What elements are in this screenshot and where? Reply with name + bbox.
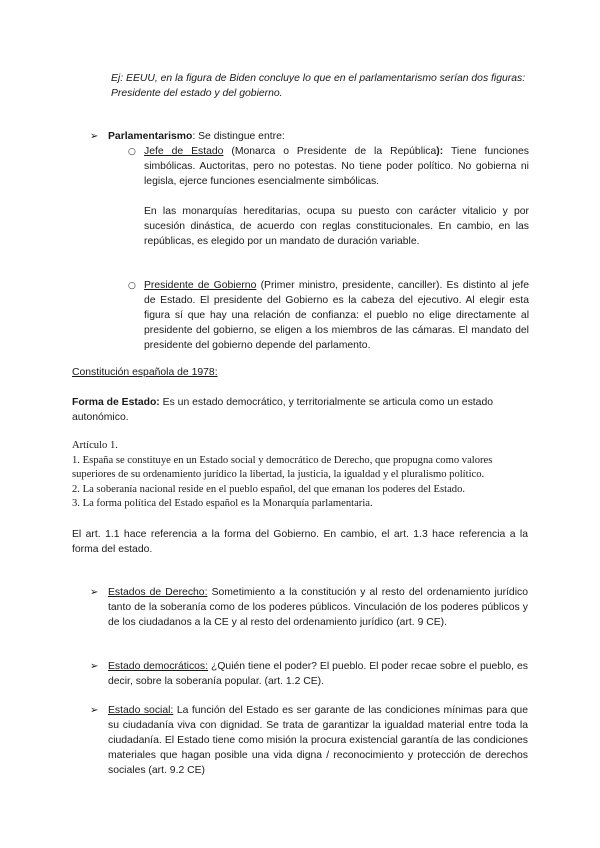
jefe-estado-paren: (Monarca o Presidente de la República xyxy=(223,146,437,157)
arrow-bullet-icon: ➢ xyxy=(90,587,99,598)
constitucion-heading: Constitución española de 1978: xyxy=(72,367,218,378)
articulo-paragraph-2: 2. La soberanía nacional reside en el pueblo español, del que emanan los poderes del Estado. xyxy=(72,483,466,495)
arrow-bullet-icon: ➢ xyxy=(90,705,99,716)
forma-estado-text: Es un estado democrático, y territorialmente se articula como un estado autonómico. xyxy=(72,397,494,423)
estado-social-item xyxy=(108,703,528,778)
estado-social-text: La función del Estado es ser garante de las condiciones mínimas para que su ciudadanía viva con dignidad. Se trata de garantizar la igualdad material entre toda la ciudadanía. El Estado tiene como misión la procura existencial garantía de las condiciones materiales que hagan posible una vida digna / reconocimiento y protección de derechos sociales (art. 9.2 CE) xyxy=(108,705,528,776)
articulo-paragraph-3: 3. La forma política del Estado español es la Monarquía parlamentaria. xyxy=(72,498,373,510)
forma-estado-label: Forma de Estado: xyxy=(72,397,160,408)
arrow-bullet-icon: ➢ xyxy=(90,661,99,672)
estado-democratico-item xyxy=(108,659,528,689)
estado-derecho-text: Sometimiento a la constitución y al resto del ordenamiento jurídico tanto de la soberanía como de los poderes públicos. Vinculación de los poderes públicos y de los ciudadanos a la CE y al resto del ordenamiento jurídico (art. 9 CE). xyxy=(108,587,528,628)
estado-democratico-label: Estado democráticos: xyxy=(108,661,209,672)
estado-derecho-label: Estados de Derecho: xyxy=(108,587,208,598)
parlamentarismo-item xyxy=(108,129,528,144)
estado-derecho-item xyxy=(108,585,528,630)
jefe-estado-title: Jefe de Estado xyxy=(144,146,224,157)
parlamentarismo-label: Parlamentarismo xyxy=(108,131,193,142)
estado-social-label: Estado social: xyxy=(108,705,174,716)
presidente-gobierno-title: Presidente de Gobierno xyxy=(144,280,257,291)
estado-democratico-text: ¿Quién tiene el poder? El pueblo. El poder recae sobre el pueblo, es decir, sobre la soberanía popular. (art. 1.2 CE). xyxy=(108,661,528,687)
articulo-title: Artículo 1. xyxy=(72,440,118,451)
jefe-estado-text: Tiene funciones simbólicas. Auctoritas, pero no potestas. No tiene poder político. No gobierna ni legisla, ejerce funciones esencialmente simbólicas. xyxy=(144,146,529,187)
articulo-1-block xyxy=(72,439,528,512)
circle-bullet-icon: ○ xyxy=(128,147,136,157)
jefe-estado-colon: ): xyxy=(436,146,444,157)
arrow-bullet-icon: ➢ xyxy=(90,131,99,142)
referencia-paragraph: El art. 1.1 hace referencia a la forma del Gobierno. En cambio, el art. 1.3 hace referencia a la forma del estado. xyxy=(72,529,528,555)
presidente-gobierno-item xyxy=(144,278,529,353)
presidente-gobierno-text: (Primer ministro, presidente, canciller). Es distinto al jefe de Estado. El presidente del Gobierno es la cabeza del ejecutivo. Al elegir esta figura sí que hay una relación de confianza: el pueblo no elige directamente al presidente del gobierno, se eligen a los miembros de las cámaras. El mandato del presidente del gobierno depende del parlamento. xyxy=(144,280,529,351)
articulo-paragraph-1: 1. España se constituye en un Estado social y democrático de Derecho, que propugna como valores superiores de su ordenamiento jurídico la libertad, la justicia, la igualdad y el pluralismo político. xyxy=(72,454,493,481)
example-note: Ej: EEUU, en la figura de Biden concluye lo que en el parlamentarismo serían dos figuras: Presidente del estado y del gobierno. xyxy=(111,73,526,99)
circle-bullet-icon: ○ xyxy=(128,281,136,291)
jefe-estado-paragraph-2: En las monarquías hereditarias, ocupa su puesto con carácter vitalicio y por sucesión dinástica, de acuerdo con reglas constitucionales. En cambio, en las repúblicas, es elegido por un mandato de duración variable. xyxy=(144,206,529,247)
jefe-estado-item xyxy=(144,144,529,189)
forma-estado xyxy=(72,395,528,425)
parlamentarismo-text: : Se distingue entre: xyxy=(192,131,285,142)
